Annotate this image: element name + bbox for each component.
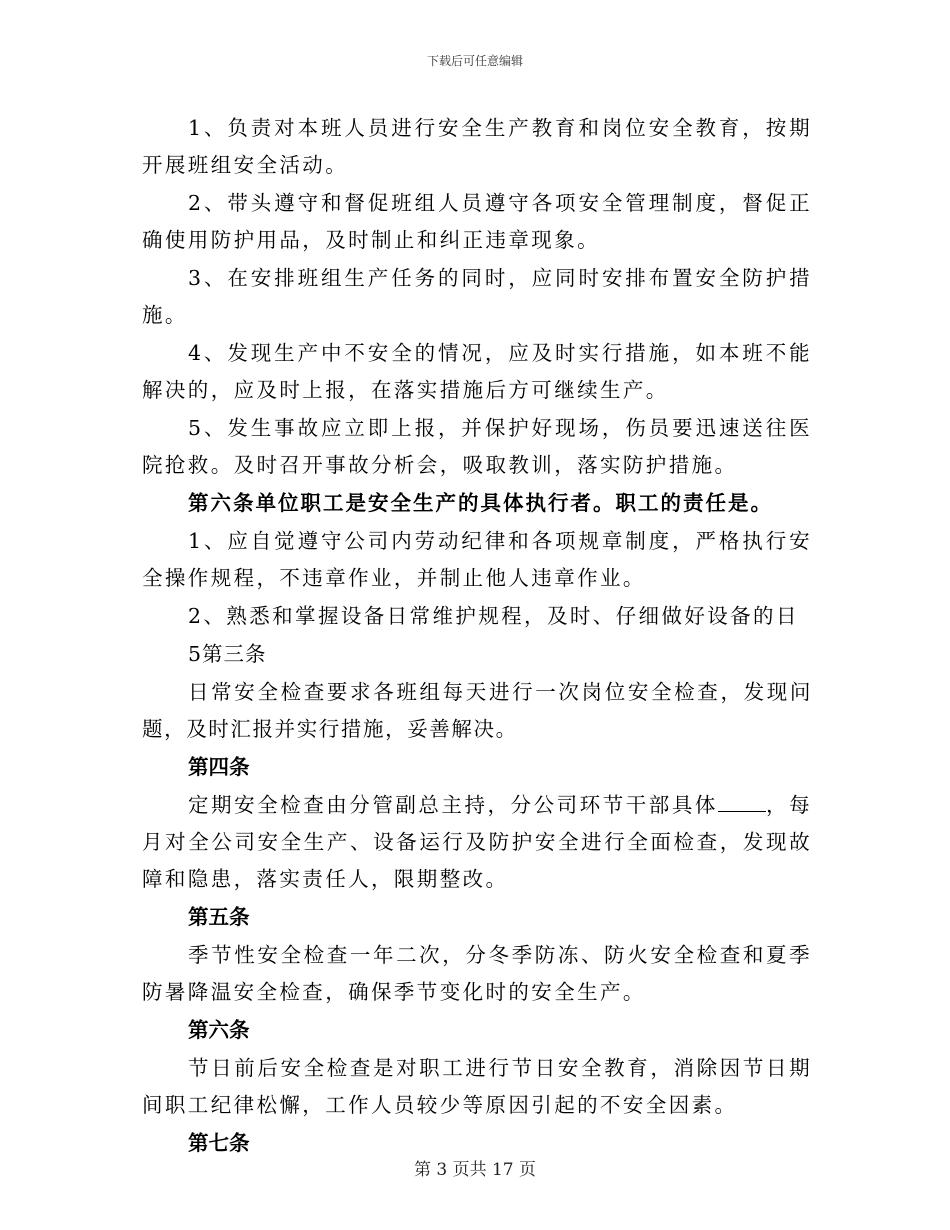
article-four-heading: 第四条 xyxy=(188,755,250,779)
fill-in-blank xyxy=(718,793,766,812)
paragraph-3: 3、在安排班组生产任务的同时，应同时安排布置安全防护措施。 xyxy=(142,266,812,327)
paragraph-11-part-a: 定期安全检查由分管副总主持，分公司环节干部具体 xyxy=(188,793,718,817)
paragraph-11-part-b: ，每月对全公司安全生产、设备运行及防护安全进行全面检查，发现故障和隐患，落实责任人，限期整改。 xyxy=(142,793,812,891)
paragraph-12: 季节性安全检查一年二次，分冬季防冻、防火安全检查和夏季防暑降温安全检查，确保季节变化时的安全生产。 xyxy=(142,943,812,1004)
document-body xyxy=(142,110,812,1163)
paragraph-10: 日常安全检查要求各班组每天进行一次岗位安全检查，发现问题，及时汇报并实行措施，妥善解决。 xyxy=(142,680,812,741)
page-header: 下载后可任意编辑 xyxy=(426,54,523,68)
paragraph-7: 1、应自觉遵守公司内劳动纪律和各项规章制度，严格执行安全操作规程，不违章作业，并制止他人违章作业。 xyxy=(142,529,812,590)
article-five-heading: 第五条 xyxy=(188,905,250,929)
paragraph-9: 5第三条 xyxy=(188,642,267,666)
paragraph-11 xyxy=(142,787,812,898)
paragraph-13: 节日前后安全检查是对职工进行节日安全教育，消除因节日期间职工纪律松懈，工作人员较少等原因引起的不安全因素。 xyxy=(142,1056,812,1117)
paragraph-8: 2、熟悉和掌握设备日常维护规程，及时、仔细做好设备的日 xyxy=(188,604,799,628)
page-footer: 第 3 页共 17 页 xyxy=(413,1160,537,1180)
paragraph-2: 2、带头遵守和督促班组人员遵守各项安全管理制度，督促正确使用防护用品，及时制止和纠正违章现象。 xyxy=(142,191,812,252)
paragraph-4: 4、发现生产中不安全的情况，应及时实行措施，如本班不能解决的，应及时上报，在落实措施后方可继续生产。 xyxy=(142,341,812,402)
paragraph-1: 1、负责对本班人员进行安全生产教育和岗位安全教育，按期开展班组安全活动。 xyxy=(142,116,812,177)
article-seven-heading: 第七条 xyxy=(188,1131,250,1155)
paragraph-5: 5、发生事故应立即上报，并保护好现场，伤员要迅速送往医院抢救。及时召开事故分析会，吸取教训，落实防护措施。 xyxy=(142,416,812,477)
article-six-heading: 第六条单位职工是安全生产的具体执行者。职工的责任是。 xyxy=(188,491,773,515)
article-six-heading-2: 第六条 xyxy=(188,1018,250,1042)
